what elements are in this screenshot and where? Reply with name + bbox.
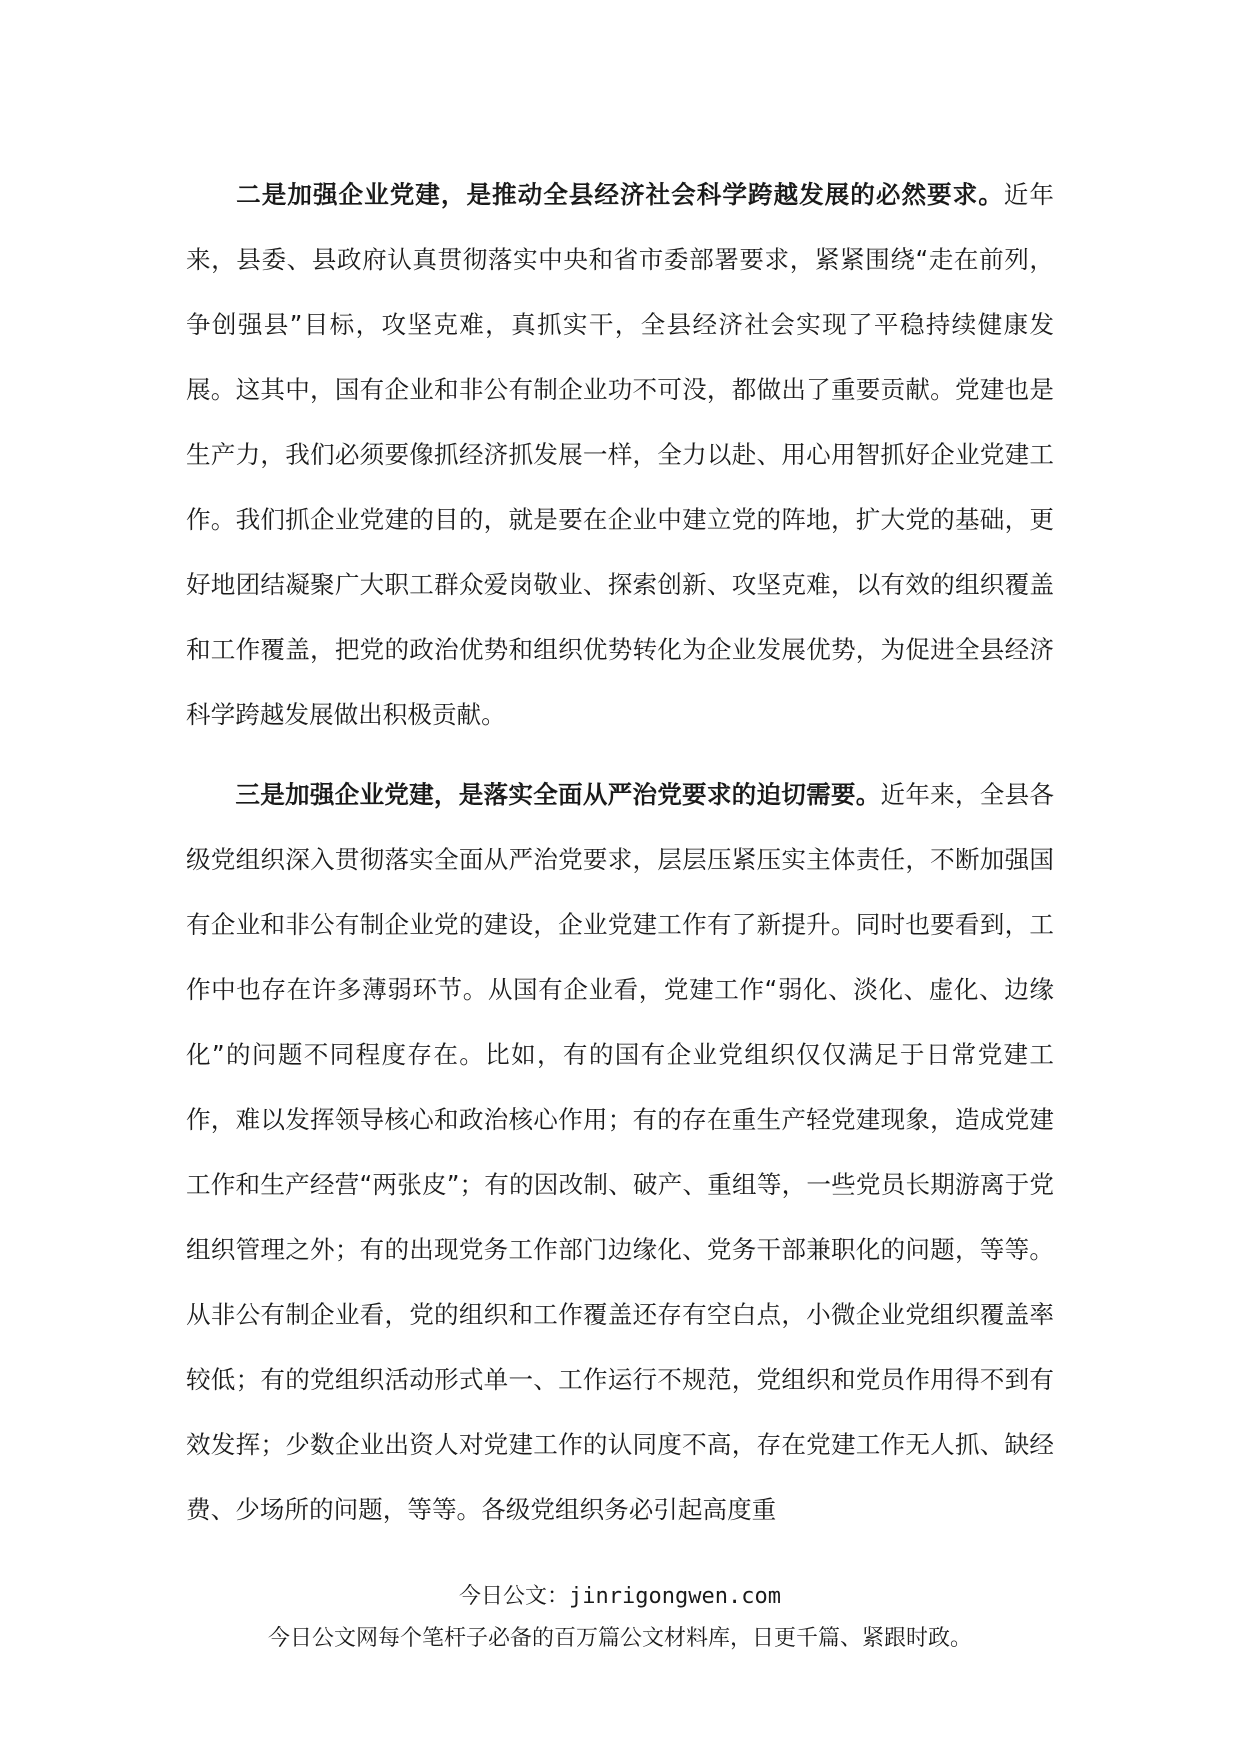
- document-body: [186, 162, 1054, 1542]
- footer-site-line: [0, 1582, 1240, 1612]
- footer-tagline: 今日公文网每个笔杆子必备的百万篇公文材料库，日更千篇、紧跟时政。: [267, 1626, 972, 1651]
- paragraph-text: 近年来，全县各级党组织深入贯彻落实全面从严治党要求，层层压紧压实主体责任，不断加强国有企业和非公有制企业党的建设，企业党建工作有了新提升。同时也要看到，工作中也存在许多薄弱环节。从国有企业看，党建工作“弱化、淡化、虚化、边缘化”的问题不同程度存在。比如，有的国有企业党组织仅仅满足于日常党建工作，难以发挥领导核心和政治核心作用；有的存在重生产轻党建现象，造成党建工作和生产经营“两张皮”；有的因改制、破产、重组等，一些党员长期游离于党组织管理之外；有的出现党务工作部门边缘化、党务干部兼职化的问题，等等。从非公有制企业看，党的组织和工作覆盖还存有空白点，小微企业党组织覆盖率较低；有的党组织活动形式单一、工作运行不规范，党组织和党员作用得不到有效发挥；少数企业出资人对党建工作的认同度不高，存在党建工作无人抓、缺经费、少场所的问题，等等。各级党组织务必引起高度重: [186, 780, 1054, 1524]
- paragraph-heading: 三是加强企业党建，是落实全面从严治党要求的迫切需要。: [235, 780, 881, 809]
- paragraph-text: 近年来，县委、县政府认真贯彻落实中央和省市委部署要求，紧紧围绕“走在前列，争创强县”目标，攻坚克难，真抓实干，全县经济社会实现了平稳持续健康发展。这其中，国有企业和非公有制企业功不可没，都做出了重要贡献。党建也是生产力，我们必须要像抓经济抓发展一样，全力以赴、用心用智抓好企业党建工作。我们抓企业党建的目的，就是要在企业中建立党的阵地，扩大党的基础，更好地团结凝聚广大职工群众爱岗敬业、探索创新、攻坚克难，以有效的组织覆盖和工作覆盖，把党的政治优势和组织优势转化为企业发展优势，为促进全县经济科学跨越发展做出积极贡献。: [186, 180, 1054, 729]
- paragraph-2: [186, 162, 1054, 747]
- footer-site-url[interactable]: jinrigongwen.com: [569, 1584, 781, 1609]
- paragraph-heading: 二是加强企业党建，是推动全县经济社会科学跨越发展的必然要求。: [235, 180, 1004, 209]
- footer-site-label: 今日公文：: [459, 1584, 570, 1609]
- paragraph-3: [186, 762, 1054, 1542]
